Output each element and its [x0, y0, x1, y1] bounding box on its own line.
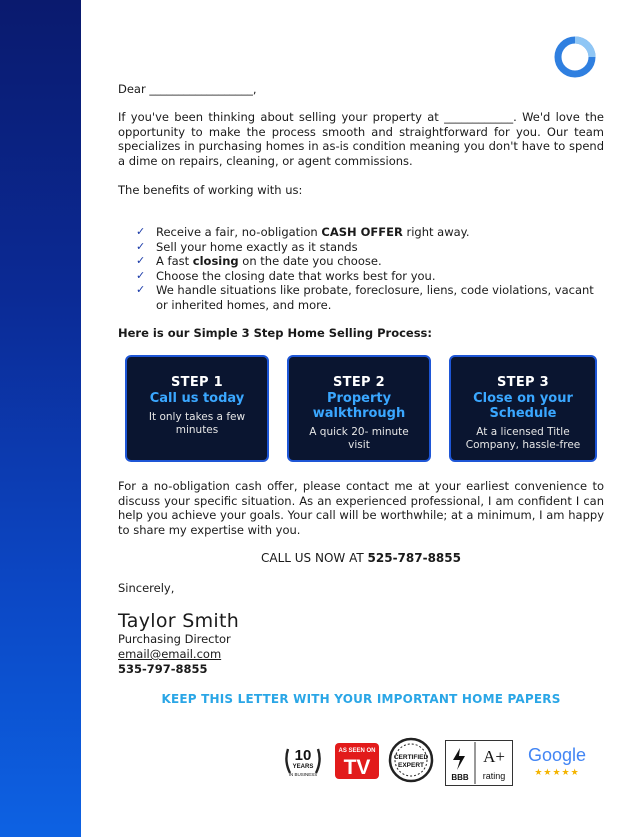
- svg-text:TV: TV: [343, 756, 371, 779]
- check-icon: ✓: [136, 225, 146, 238]
- step-title: Property walkthrough: [312, 391, 406, 421]
- svg-text:rating: rating: [482, 771, 506, 781]
- call-now-line: [118, 551, 604, 565]
- call-now-phone[interactable]: 525-787-8855: [367, 551, 461, 565]
- benefits-list: [136, 225, 606, 312]
- signer-email-link[interactable]: email@email.com: [118, 647, 222, 661]
- sign-off: Sincerely,: [118, 581, 175, 595]
- signer-phone: 535-797-8855: [118, 662, 208, 676]
- benefit-item: ✓ Choose the closing date that works best for you.: [136, 268, 436, 283]
- keep-letter-note: KEEP THIS LETTER WITH YOUR IMPORTANT HOME PAPERS: [161, 692, 561, 706]
- signer-title: Purchasing Director: [118, 632, 231, 646]
- step-title: Call us today: [149, 391, 245, 406]
- benefit-item: ✓ A fast closing on the date you choose.: [136, 254, 382, 268]
- svg-text:10: 10: [294, 747, 312, 764]
- benefits-intro: The benefits of working with us:: [118, 183, 303, 197]
- step-card-2: [287, 355, 431, 462]
- svg-text:BBB: BBB: [451, 773, 469, 782]
- step-description: At a licensed Title Company, hassle-free: [465, 426, 581, 451]
- svg-text:EXPERT: EXPERT: [397, 762, 425, 769]
- google-rating-icon: [523, 743, 591, 779]
- benefit-item: ✓ Sell your home exactly as it stands: [136, 239, 358, 254]
- check-icon: ✓: [136, 254, 146, 267]
- step-number: STEP 3: [496, 375, 549, 390]
- benefit-item: ✓ We handle situations like probate, foreclosure, liens, code violations, vacant or inherited homes, and more.: [136, 283, 594, 312]
- check-icon: ✓: [136, 239, 146, 253]
- sidebar-gradient: [0, 0, 81, 837]
- signer-name: Taylor Smith: [118, 610, 240, 632]
- step-card-3: [449, 355, 597, 462]
- bbb-rating-icon: [445, 740, 513, 786]
- svg-text:IN BUSINESS: IN BUSINESS: [288, 772, 318, 777]
- svg-text:AS SEEN ON: AS SEEN ON: [338, 748, 376, 754]
- step-number: STEP 1: [170, 375, 223, 390]
- company-logo-ring: [553, 35, 597, 79]
- step-number: STEP 2: [332, 375, 385, 390]
- salutation: Dear __________________,: [118, 82, 257, 96]
- step-card-1: [125, 355, 269, 462]
- step-description: It only takes a few minutes: [148, 411, 246, 436]
- as-seen-on-tv-icon: [335, 743, 379, 779]
- check-icon: ✓: [136, 283, 146, 296]
- svg-text:Google: Google: [527, 745, 587, 765]
- closing-paragraph: For a no-obligation cash offer, please contact me at your earliest convenience to discuss your specific situation. As an experienced professional, I am confident I can help you achieve your goals. Your call will be worthwhile; at a minimum, I am happy to share my expertise with you.: [118, 479, 604, 537]
- steps-heading: Here is our Simple 3 Step Home Selling Process:: [118, 326, 433, 340]
- call-now-prefix: CALL US NOW AT: [261, 551, 368, 565]
- trust-badges: [282, 735, 602, 791]
- svg-text:A+: A+: [483, 747, 505, 766]
- svg-text:CERTIFIED: CERTIFIED: [393, 754, 429, 761]
- svg-text:YEARS: YEARS: [292, 764, 314, 770]
- intro-paragraph: If you've been thinking about selling your property at ____________. We'd love the opportunity to make the process smooth and straightforward for you. Our team specializes in purchasing homes in as-is condition meaning you don't have to spend a dime on repairs, cleaning, or agent commissions.: [118, 110, 604, 168]
- step-description: A quick 20- minute visit: [309, 426, 409, 451]
- benefit-item: ✓ Receive a fair, no-obligation CASH OFFER right away.: [136, 225, 470, 239]
- steps-row: [125, 355, 605, 465]
- ten-years-badge-icon: [282, 739, 324, 781]
- svg-text:★★★★★: ★★★★★: [534, 768, 580, 778]
- check-icon: ✓: [136, 268, 146, 282]
- certified-expert-icon: [388, 737, 434, 783]
- step-title: Close on your Schedule: [473, 391, 573, 421]
